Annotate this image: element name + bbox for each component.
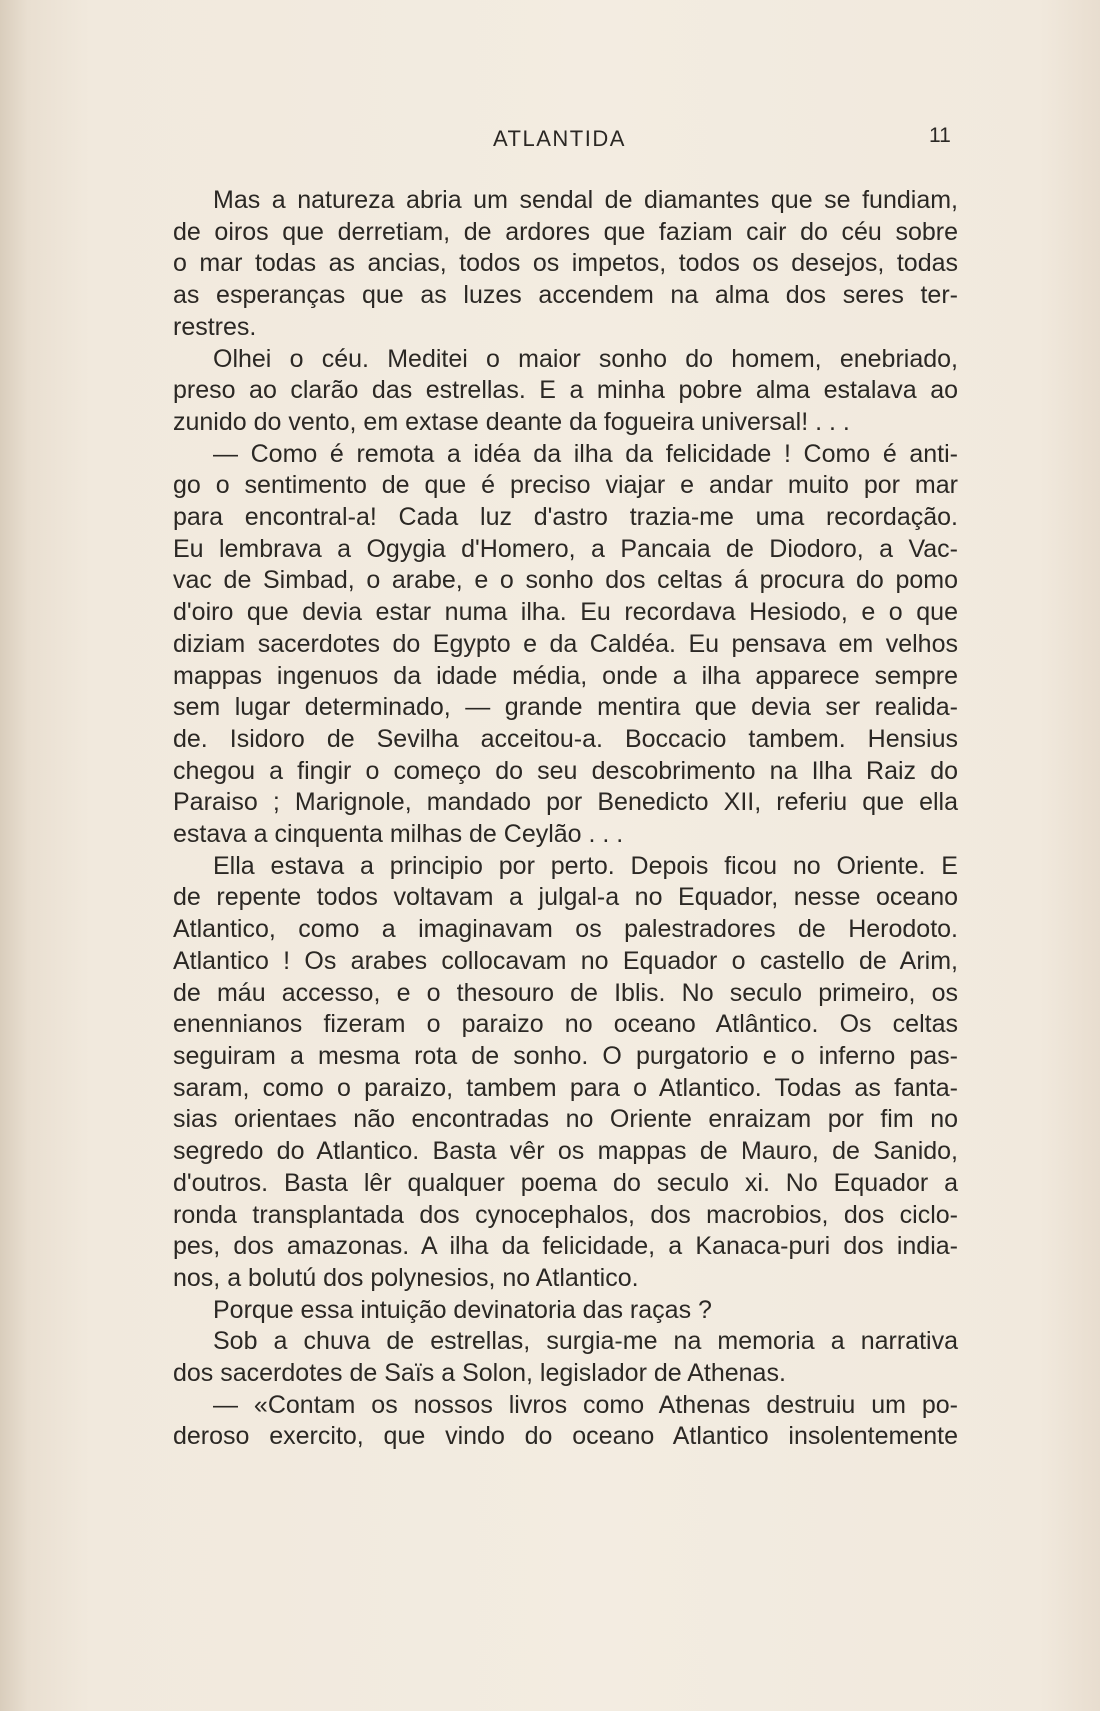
text-line: zunido do vento, em extase deante da fogueira universal! . . .	[173, 407, 850, 436]
text-line: nos, a bolutú dos polynesios, no Atlantico.	[173, 1263, 639, 1292]
text-line: seguiram a mesma rota de sonho. O purgatorio e o inferno pas-	[173, 1041, 958, 1070]
text-line: Atlantico ! Os arabes collocavam no Equador o castello de Arim,	[173, 946, 958, 975]
text-line: o mar todas as ancias, todos os impetos, todos os desejos, todas	[173, 249, 958, 278]
text-line: as esperanças que as luzes accendem na alma dos seres ter-	[173, 281, 958, 310]
text-line: para encontral-a! Cada luz d'astro trazia-me uma recordação.	[173, 503, 958, 532]
text-line: deroso exercito, que vindo do oceano Atlantico insolentemente	[173, 1422, 958, 1451]
text-line: Sob a chuva de estrellas, surgia-me na memoria a narrativa	[213, 1327, 958, 1356]
text-line: segredo do Atlantico. Basta vêr os mappas de Mauro, de Sanido,	[173, 1137, 958, 1166]
text-line: de máu accesso, e o thesouro de Iblis. No seculo primeiro, os	[173, 978, 958, 1007]
text-line: Ella estava a principio por perto. Depois ficou no Oriente. E	[213, 851, 958, 880]
text-line: Olhei o céu. Meditei o maior sonho do homem, enebriado,	[213, 344, 958, 373]
text-line: d'outros. Basta lêr qualquer poema do seculo xi. No Equador a	[173, 1168, 958, 1197]
text-line: Porque essa intuição devinatoria das raças ?	[213, 1295, 712, 1324]
text-line: dos sacerdotes de Saïs a Solon, legislador de Athenas.	[173, 1359, 786, 1388]
text-line: saram, como o paraizo, tambem para o Atlantico. Todas as fanta-	[173, 1073, 958, 1102]
text-line: Mas a natureza abria um sendal de diamantes que se fundiam,	[213, 186, 958, 214]
body-text	[173, 185, 958, 1453]
text-line: ronda transplantada dos cynocephalos, dos macrobios, dos ciclo-	[173, 1200, 958, 1229]
text-line: enennianos fizeram o paraizo no oceano Atlântico. Os celtas	[173, 1010, 958, 1039]
text-line: d'oiro que devia estar numa ilha. Eu recordava Hesiodo, e o que	[173, 598, 958, 627]
text-line: Eu lembrava a Ogygia d'Homero, a Pancaia de Diodoro, a Vac-	[173, 534, 958, 563]
text-line: Paraiso ; Marignole, mandado por Benedicto XII, referiu que ella	[173, 788, 958, 817]
text-line: Atlantico, como a imaginavam os palestradores de Herodoto.	[173, 915, 958, 944]
text-line: estava a cinquenta milhas de Ceylão . . .	[173, 820, 624, 849]
text-line: pes, dos amazonas. A ilha da felicidade, a Kanaca-puri dos india-	[173, 1232, 958, 1261]
text-line: vac de Simbad, o arabe, e o sonho dos celtas á procura do pomo	[173, 566, 958, 595]
page-number: 11	[929, 124, 951, 147]
text-line: mappas ingenuos da idade média, onde a ilha apparece sempre	[173, 661, 958, 690]
text-line: restres.	[173, 312, 257, 341]
text-line: de oiros que derretiam, de ardores que faziam cair do céu sobre	[173, 217, 958, 246]
text-line: diziam sacerdotes do Egypto e da Caldéa. Eu pensava em velhos	[173, 629, 958, 658]
text-line: de repente todos voltavam a julgal-a no Equador, nesse oceano	[173, 883, 958, 912]
text-line: — Como é remota a idéa da ilha da felicidade ! Como é anti-	[213, 439, 958, 468]
running-title: ATLANTIDA	[493, 126, 626, 151]
text-line: sias orientaes não encontradas no Oriente enraizam por fim no	[173, 1105, 958, 1134]
text-line: preso ao clarão das estrellas. E a minha pobre alma estalava ao	[173, 376, 958, 405]
text-line: sem lugar determinado, — grande mentira que devia ser realida-	[173, 693, 958, 722]
text-line: chegou a fingir o começo do seu descobrimento na Ilha Raiz do	[173, 756, 958, 785]
text-line: — «Contam os nossos livros como Athenas destruiu um po-	[213, 1390, 958, 1419]
text-line: go o sentimento de que é preciso viajar e andar muito por mar	[173, 471, 958, 500]
text-line: de. Isidoro de Sevilha acceitou-a. Boccacio tambem. Hensius	[173, 724, 958, 753]
